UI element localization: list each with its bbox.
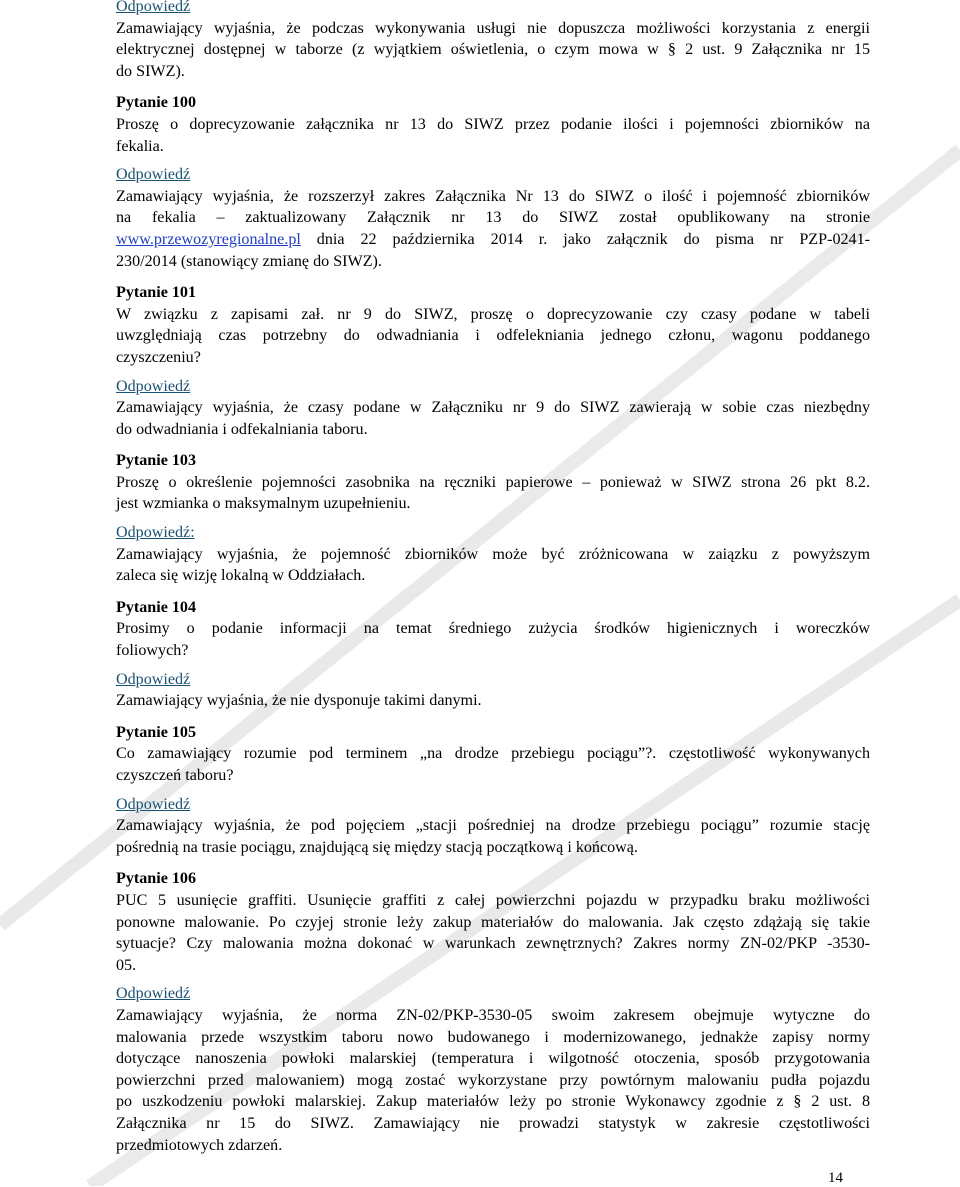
text-line: ponowne malowanie. Po czyjej stronie leży zakup materiałów do malowania. Jak często zdążają się takie (116, 913, 870, 931)
paragraph (116, 18, 870, 83)
text-line: Co zamawiający rozumie pod terminem „na drodze przebiegu pociągu”?. częstotliwość wykonywanych (116, 745, 870, 763)
text-line: W związku z zapisami zał. nr 9 do SIWZ, proszę o doprecyzowanie czy czasy podane w tabeli (116, 305, 870, 323)
text-line: uwzględniają czas potrzebny do odwadniania i odfelekniania jednego członu, wagonu poddanego (116, 327, 870, 345)
answer-block (116, 164, 870, 272)
text-line: Zamawiający wyjaśnia, że norma ZN-02/PKP-3530-05 swoim zakresem obejmuje wytyczne do (116, 1006, 870, 1024)
text-line: Zamawiający wyjaśnia, że pod pojęciem „stacji pośredniej na drodze przebiegu pociągu” rozumie stację (116, 817, 870, 835)
document-body (116, 0, 870, 1156)
text-line: Zamawiający wyjaśnia, że podczas wykonywania usługi nie dopuszcza możliwości korzystania z energii (116, 19, 870, 37)
answer-block (116, 0, 870, 82)
paragraph (116, 815, 870, 858)
text-line: malowania przede wszystkim taboru nowo budowanego i modernizowanego, jednakże zapisy normy (116, 1028, 870, 1046)
text-line: zaleca się wizję lokalną w Oddziałach. (116, 567, 366, 585)
answer-block (116, 983, 870, 1156)
question-heading: Pytanie 103 (116, 452, 197, 470)
text-line: przedmiotowych zdarzeń. (116, 1136, 283, 1154)
answer-block (116, 376, 870, 441)
question-block (116, 92, 870, 157)
text-line (116, 229, 870, 251)
question-block (116, 868, 870, 976)
text-line: Zamawiający wyjaśnia, że nie dysponuje takimi danymi. (116, 692, 482, 710)
paragraph (116, 304, 870, 369)
text-line: fekalia. (116, 137, 164, 155)
paragraph (116, 397, 870, 440)
answer-block (116, 669, 870, 712)
paragraph (116, 618, 870, 661)
link-tail-text: dnia 22 października 2014 r. jako załącznik do pisma nr PZP-0241- (300, 230, 870, 248)
paragraph (116, 1005, 870, 1156)
text-line: 05. (116, 956, 137, 974)
text-line: czyszczeń taboru? (116, 767, 234, 784)
question-heading: Pytanie 100 (116, 94, 197, 112)
paragraph (116, 472, 870, 515)
text-line: Załącznika nr 15 do SIWZ. Zamawiający nie prowadzi statystyk w zakresie częstotliwości (116, 1114, 870, 1132)
paragraph (116, 890, 870, 976)
page-number: 14 (828, 1170, 843, 1186)
text-line: na fekalia – zaktualizowany Załącznik nr 13 do SIWZ został opublikowany na stronie (116, 209, 870, 227)
answer-heading: Odpowiedź (116, 0, 191, 15)
text-line: powierzchni przed malowaniem) mogą zostać wykorzystane przy powtórnym malowaniu pudła pojazdu (116, 1071, 870, 1089)
question-block (116, 597, 870, 662)
text-line: Proszę o doprecyzowanie załącznika nr 13 do SIWZ przez podanie ilości i pojemności zbiorników na (116, 115, 870, 133)
text-line: Prosimy o podanie informacji na temat średniego zużycia środków higienicznych i woreczków (116, 620, 870, 638)
text-line: Zamawiający wyjaśnia, że czasy podane w Załączniku nr 9 do SIWZ zawierają w sobie czas niezbędny (116, 399, 870, 417)
text-line: do odwadniania i odfekalniania taboru. (116, 420, 368, 438)
text-line: do SIWZ). (116, 62, 185, 80)
question-block (116, 722, 870, 787)
paragraph (116, 544, 870, 587)
text-line: 230/2014 (stanowiący zmianę do SIWZ). (116, 252, 382, 270)
website-link[interactable]: www.przewozyregionalne.pl (116, 230, 301, 248)
answer-heading: Odpowiedź (116, 166, 191, 184)
text-line: Zamawiający wyjaśnia, że pojemność zbiorników może być zróżnicowana w zaiązku z powyższym (116, 545, 870, 563)
paragraph (116, 690, 870, 712)
text-line: po uszkodzeniu powłoki malarskiej. Zakup materiałów leży po stronie Wykonawcy zgodnie z § 2 ust. 8 (116, 1093, 870, 1111)
question-heading: Pytanie 105 (116, 723, 197, 741)
answer-block (116, 522, 870, 587)
answer-heading: Odpowiedź (116, 670, 191, 688)
answer-heading: Odpowiedź (116, 377, 191, 395)
paragraph (116, 114, 870, 157)
question-heading: Pytanie 101 (116, 284, 197, 302)
question-block (116, 450, 870, 515)
paragraph (116, 186, 870, 272)
text-line: dotyczące nanoszenia powłoki malarskiej (temperatura i wilgotność otoczenia, sposób przygotowania (116, 1050, 870, 1068)
text-line: pośrednią na trasie pociągu, znajdującą się między stacją początkową i końcową. (116, 838, 638, 856)
question-heading: Pytanie 104 (116, 598, 197, 616)
paragraph (116, 743, 870, 786)
answer-block (116, 794, 870, 859)
text-line: Zamawiający wyjaśnia, że rozszerzył zakres Załącznika Nr 13 do SIWZ o ilość i pojemność zbiorników (116, 187, 870, 205)
question-block (116, 282, 870, 368)
text-line: elektrycznej dostępnej w taborze (z wyjątkiem oświetlenia, o czym mowa w § 2 ust. 9 Załącznika nr 15 (116, 41, 870, 59)
text-line: foliowych? (116, 642, 189, 660)
text-line: Proszę o określenie pojemności zasobnika na ręczniki papierowe – ponieważ w SIWZ strona 26 pkt 8.2. (116, 473, 870, 491)
answer-heading: Odpowiedź (116, 795, 191, 813)
text-line: jest wzmianka o maksymalnym uzupełnieniu. (116, 495, 411, 513)
answer-heading: Odpowiedź: (116, 524, 195, 542)
question-heading: Pytanie 106 (116, 870, 197, 888)
text-line: PUC 5 usunięcie graffiti. Usunięcie graffiti z całej powierzchni pojazdu w przypadku braku możliwości (116, 891, 870, 909)
answer-heading: Odpowiedź (116, 985, 191, 1003)
text-line: sytuacje? Czy malowania można dokonać w warunkach zewnętrznych? Zakres normy ZN-02/PKP -3530- (116, 935, 870, 953)
text-line: czyszczeniu? (116, 348, 201, 366)
